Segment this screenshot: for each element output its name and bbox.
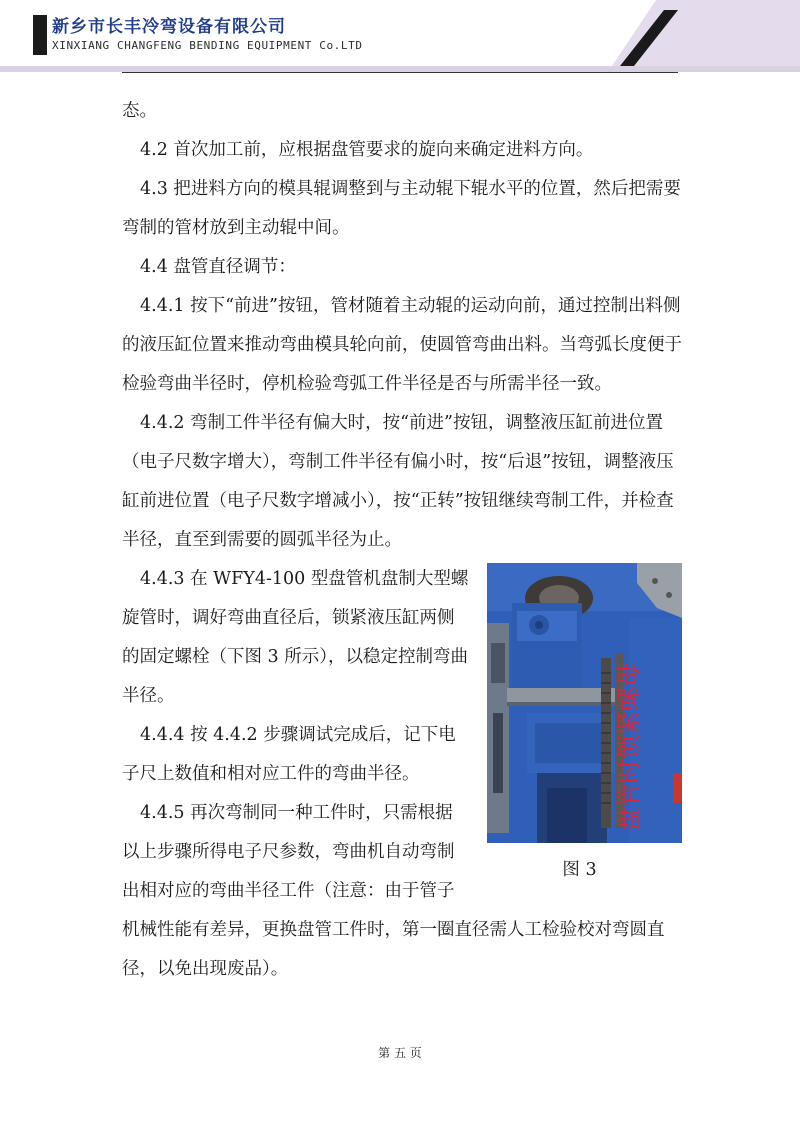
figure-3 — [477, 563, 682, 895]
page-header — [0, 0, 800, 72]
photo-annotation-text: 盘管时锁紧螺母 — [615, 663, 643, 831]
document-body — [122, 92, 682, 989]
company-name-en: XINXIANG CHANGFENG BENDING EQUIPMENT Co.LTD — [52, 39, 363, 52]
paragraph-4-4-3: 4.4.3 在 WFY4-100 型盘管机盘制大型螺旋管时，调好弯曲直径后，锁紧液压缸两侧的固定螺栓（下图 3 所示），以稳定控制弯曲半径。 — [122, 569, 469, 706]
figure-caption: 图 3 — [562, 860, 597, 880]
paragraph-4-4-2 — [122, 404, 682, 560]
paragraph-4-4-2-text: 4.4.2 弯制工件半径有偏大时，按“前进”按钮，调整液压缸前进位置（电子尺数字增大），弯制工件半径有偏小时，按“后退”按钮，调整液压缸前进位置（电子尺数字增减小），按“正转”按钮继续弯制工件，并检查半径，直至到需要的圆弧半径为止。 — [122, 413, 674, 550]
figure-3-photo — [487, 563, 682, 843]
paragraph-4-4-1: 4.4.1 按下“前进”按钮，管材随着主动辊的运动向前，通过控制出料侧的液压缸位置来推动弯曲模具轮向前，使圆管弯曲出料。当弯弧长度便于检验弯曲半径时，停机检验弯弧工件半径是否与所需半径一致。 — [122, 296, 682, 394]
paragraph-4-2: 4.2 首次加工前，应根据盘管要求的旋向来确定进料方向。 — [140, 140, 594, 160]
paragraph-4-4-4: 4.4.4 按 4.4.2 步骤调试完成后，记下电子尺上数值和相对应工件的弯曲半径。 — [122, 725, 456, 784]
paragraph-4-3: 4.3 把进料方向的模具辊调整到与主动辊下辊水平的位置，然后把需要弯制的管材放到主动辊中间。 — [122, 179, 681, 238]
paragraph-4-4-5: 4.4.5 再次弯制同一种工件时，只需根据以上步骤所得电子尺参数，弯曲机自动弯制出相对应的弯曲半径工件（注意：由于管子机械性能有差异，更换盘管工件时，第一圈直径需人工检验校对弯圆直径，以免出现废品）。 — [122, 803, 665, 979]
company-name-cn: 新乡市长丰冷弯设备有限公司 — [52, 17, 286, 37]
paragraph-continuation: 态。 — [122, 101, 157, 121]
paragraph-4-4: 4.4 盘管直径调节： — [140, 257, 296, 277]
header-divider — [122, 72, 678, 73]
page-footer — [0, 1044, 800, 1061]
header-logo-mark — [33, 15, 47, 55]
page-number: 第 五 页 — [378, 1046, 422, 1060]
handwritten-annotation — [487, 563, 682, 843]
